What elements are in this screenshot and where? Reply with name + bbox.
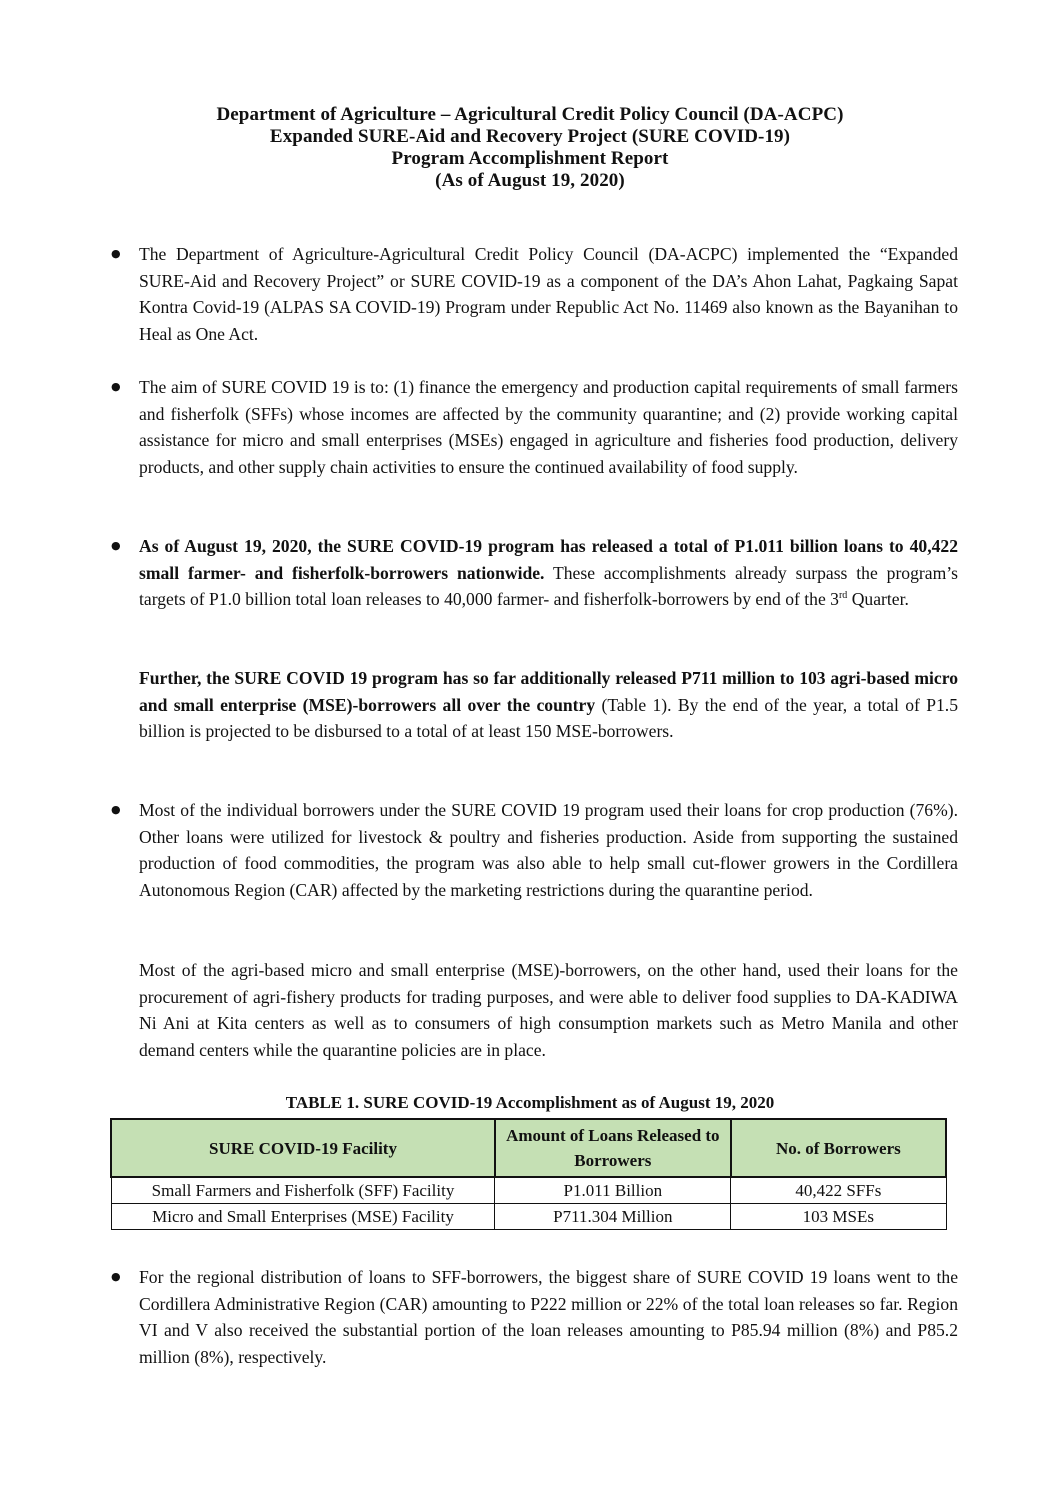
table-cell: P711.304 Million	[495, 1204, 731, 1230]
table-cell: 103 MSEs	[731, 1204, 946, 1230]
paragraph-bold-text: Further, the SURE COVID 19 program has so far additionally released P711 million to 103 agri-based micro and small enterprise (MSE)-borrowers all over the country	[139, 668, 958, 715]
bullet-text: The aim of SURE COVID 19 is to: (1) finance the emergency and production capital requirements of small farmers and fisherfolk (SFFs) whose incomes are affected by the community quarantine; and (2) provide working capital assistance for micro and small enterprises (MSEs) engaged in agriculture and fisheries food production, delivery products, and other supply chain activities to ensure the continued availability of food supply.	[139, 377, 958, 478]
column-header-amount: Amount of Loans Released to Borrowers	[495, 1119, 731, 1177]
bullet-text: The Department of Agriculture-Agricultural Credit Policy Council (DA-ACPC) implemented the “Expanded SURE-Aid and Recovery Project” or SURE COVID-19 as a component of the DA’s Ahon Lahat, Pagkaing Sapat Kontra Covid-19 (ALPAS SA COVID-19) Program under Republic Act No. 11469 also known as the Bayanihan to Heal as One Act.	[139, 244, 958, 345]
column-header-facility: SURE COVID-19 Facility	[111, 1119, 495, 1177]
table-header-row	[111, 1119, 946, 1177]
bullet-text: For the regional distribution of loans to SFF-borrowers, the biggest share of SURE COVID 19 loans went to the Cordillera Administrative Region (CAR) amounting to P222 million or 22% of the total loan releases so far. Region VI and V also received the substantial portion of the loan releases amounting to P85.94 million (8%) and P85.2 million (8%), respectively.	[139, 1267, 958, 1368]
superscript-text: rd	[838, 590, 848, 602]
table-cell: P1.011 Billion	[495, 1177, 731, 1204]
bullet-item-program-aim	[111, 374, 958, 481]
bullet-regular-text: These accomplishments already surpass the program’s targets of P1.0 billion total loan releases to 40,000 farmer- and fisherfolk-borrowers by end of the 3	[139, 562, 958, 610]
title-line-1: Department of Agriculture – Agricultural Credit Policy Council (DA-ACPC)	[216, 104, 844, 125]
bullet-icon: ●	[111, 539, 121, 552]
paragraph-mse-usage: Most of the agri-based micro and small enterprise (MSE)-borrowers, on the other hand, used their loans for the procurement of agri-fishery products for trading purposes, and were able to deliver food supplies to DA-KADIWA Ni Ani at Kita centers as well as to consumers of high consumption markets such as Metro Manila and other demand centers while the quarantine policies are in place.	[139, 960, 958, 1061]
table-caption: TABLE 1. SURE COVID-19 Accomplishment as of August 19, 2020	[285, 1093, 775, 1112]
column-header-borrowers: No. of Borrowers	[731, 1119, 946, 1177]
report-title	[110, 104, 950, 192]
bullet-icon: ●	[111, 803, 121, 816]
bullet-text	[139, 533, 958, 613]
bullet-item-regional-distribution	[111, 1264, 958, 1371]
bullet-bold-text: As of August 19, 2020, the SURE COVID-19 program has released a total of P1.011 billion loans to 40,422 small farmer- and fisherfolk-borrowers nationwide.	[139, 536, 958, 583]
table-row	[111, 1204, 946, 1230]
bullet-tail-text: Quarter.	[847, 589, 909, 610]
table-row	[111, 1177, 946, 1204]
bullet-item-loan-usage	[111, 797, 958, 904]
paragraph-mse-releases	[139, 665, 958, 745]
bullet-icon: ●	[111, 380, 121, 393]
bullet-item-program-description	[111, 241, 958, 348]
accomplishment-table	[110, 1118, 947, 1230]
title-line-2: Expanded SURE-Aid and Recovery Project (SURE COVID-19)	[269, 126, 791, 147]
bullet-icon: ●	[111, 247, 121, 260]
title-line-4: (As of August 19, 2020)	[435, 170, 625, 191]
table-cell: 40,422 SFFs	[731, 1177, 946, 1204]
table-cell: Micro and Small Enterprises (MSE) Facility	[111, 1204, 495, 1230]
bullet-text: Most of the individual borrowers under the SURE COVID 19 program used their loans for crop production (76%). Other loans were utilized for livestock & poultry and fisheries production. Aside from supporting the sustained production of food commodities, the program was also able to help small cut-flower growers in the Cordillera Autonomous Region (CAR) affected by the marketing restrictions during the quarantine period.	[139, 800, 958, 901]
bullet-item-accomplishment	[111, 533, 958, 613]
table-cell: Small Farmers and Fisherfolk (SFF) Facility	[111, 1177, 495, 1204]
bullet-icon: ●	[111, 1270, 121, 1283]
title-line-3: Program Accomplishment Report	[391, 148, 669, 169]
paragraph-regular-text: (Table 1). By the end of the year, a total of P1.5 billion is projected to be disbursed to a total of at least 150 MSE-borrowers.	[139, 694, 958, 742]
